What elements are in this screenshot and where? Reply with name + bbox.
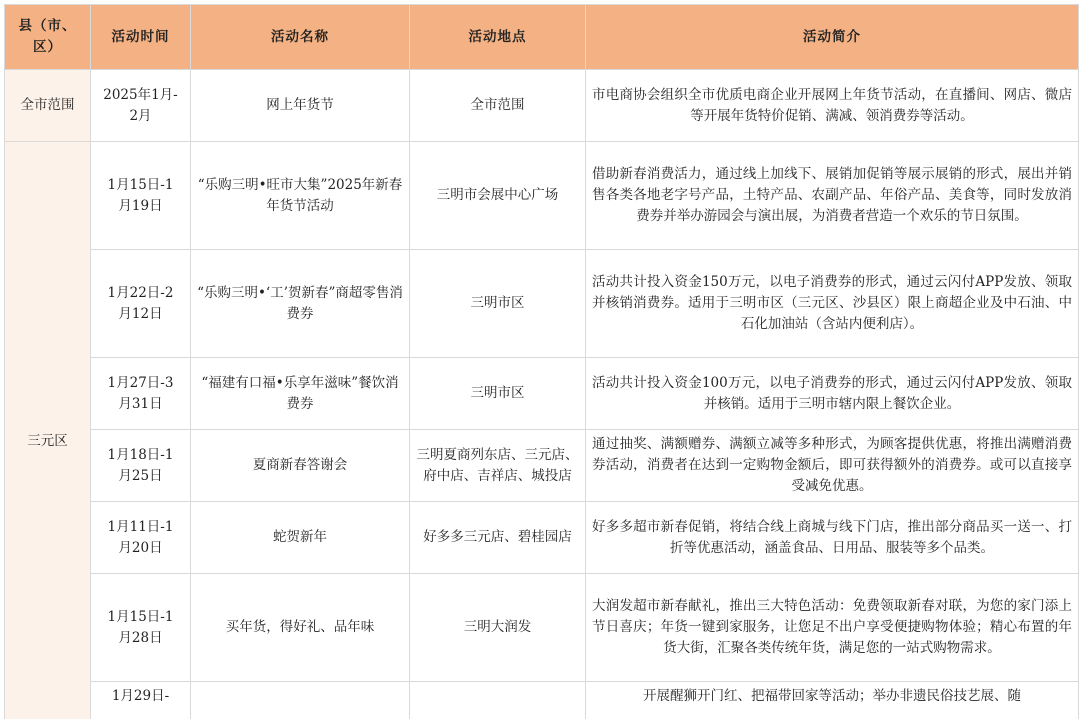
table-row (5, 70, 1079, 142)
place-cell (410, 682, 586, 719)
header-time: 活动时间 (91, 5, 191, 70)
desc-cell: 活动共计投入资金100万元，以电子消费券的形式，通过云闪付APP发放、领取并核销。适用于三明市辖内限上餐饮企业。 (586, 358, 1079, 430)
table-row (5, 682, 1079, 719)
desc-cell: 开展醒狮开门红、把福带回家等活动；举办非遗民俗技艺展、随 (586, 682, 1079, 719)
table-header-row (5, 5, 1079, 70)
desc-cell: 通过抽奖、满额赠券、满额立减等多种形式，为顾客提供优惠，将推出满赠消费券活动，消费者在达到一定购物金额后，即可获得额外的消费券。或可以直接享受减免优惠。 (586, 430, 1079, 502)
desc-cell: 活动共计投入资金150万元，以电子消费券的形式，通过云闪付APP发放、领取并核销消费券。适用于三明市区（三元区、沙县区）限上商超企业及中石油、中石化加油站（含站内便利店）。 (586, 250, 1079, 358)
place-cell: 好多多三元店、碧桂园店 (410, 502, 586, 574)
name-cell: 蛇贺新年 (191, 502, 410, 574)
table-row (5, 250, 1079, 358)
header-desc: 活动简介 (586, 5, 1079, 70)
county-cell: 三元区 (5, 142, 91, 719)
header-place: 活动地点 (410, 5, 586, 70)
time-cell: 1月29日- (91, 682, 191, 719)
desc-cell: 市电商协会组织全市优质电商企业开展网上年货节活动，在直播间、网店、微店等开展年货特价促销、满减、领消费券等活动。 (586, 70, 1079, 142)
time-cell: 1月18日-1月25日 (91, 430, 191, 502)
name-cell: 网上年货节 (191, 70, 410, 142)
desc-cell: 好多多超市新春促销，将结合线上商城与线下门店，推出部分商品买一送一、打折等优惠活动，涵盖食品、日用品、服装等多个品类。 (586, 502, 1079, 574)
table-row (5, 430, 1079, 502)
time-cell: 1月15日-1月28日 (91, 574, 191, 682)
time-cell: 1月22日-2月12日 (91, 250, 191, 358)
name-cell: “乐购三明•旺市大集”2025年新春年货节活动 (191, 142, 410, 250)
county-cell: 全市范围 (5, 70, 91, 142)
header-county: 县（市、区） (5, 5, 91, 70)
events-table (4, 4, 1079, 719)
table-row (5, 142, 1079, 250)
place-cell: 三明市区 (410, 358, 586, 430)
name-cell (191, 682, 410, 719)
name-cell: 买年货，得好礼、品年味 (191, 574, 410, 682)
place-cell: 全市范围 (410, 70, 586, 142)
name-cell: 夏商新春答谢会 (191, 430, 410, 502)
desc-cell: 借助新春消费活力，通过线上加线下、展销加促销等展示展销的形式，展出并销售各类各地老字号产品，土特产品、农副产品、年俗产品、美食等，同时发放消费券并举办游园会与演出展，为消费者营造一个欢乐的节日氛围。 (586, 142, 1079, 250)
table-row (5, 502, 1079, 574)
place-cell: 三明夏商列东店、三元店、府中店、吉祥店、城投店 (410, 430, 586, 502)
place-cell: 三明市区 (410, 250, 586, 358)
desc-cell: 大润发超市新春献礼，推出三大特色活动：免费领取新春对联，为您的家门添上节日喜庆；年货一键到家服务，让您足不出户享受便捷购物体验；精心布置的年货大街，汇聚各类传统年货，满足您的一站式购物需求。 (586, 574, 1079, 682)
table-row (5, 574, 1079, 682)
time-cell: 1月27日-3月31日 (91, 358, 191, 430)
time-cell: 2025年1月-2月 (91, 70, 191, 142)
header-name: 活动名称 (191, 5, 410, 70)
time-cell: 1月11日-1月20日 (91, 502, 191, 574)
table-row (5, 358, 1079, 430)
time-cell: 1月15日-1月19日 (91, 142, 191, 250)
name-cell: “福建有口福•乐享年滋味”餐饮消费券 (191, 358, 410, 430)
place-cell: 三明市会展中心广场 (410, 142, 586, 250)
name-cell: “乐购三明•‘工’贺新春”商超零售消费券 (191, 250, 410, 358)
place-cell: 三明大润发 (410, 574, 586, 682)
